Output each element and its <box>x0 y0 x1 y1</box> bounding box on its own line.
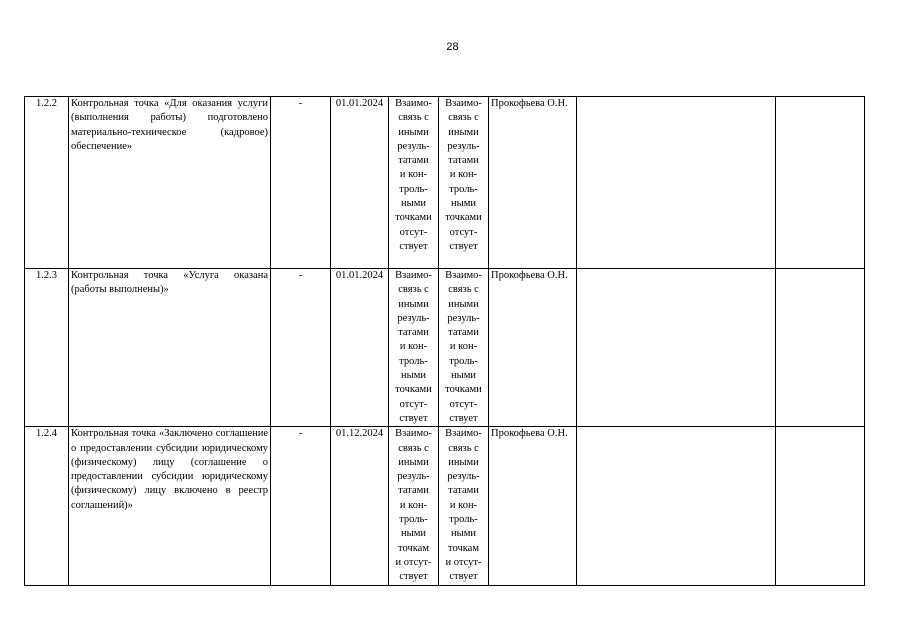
relation-cell-1: Взаимо- связь с иными резуль- татами и кон- троль- ными точками отсут- ствует <box>389 269 439 427</box>
dash-cell: - <box>271 269 331 427</box>
row-number: 1.2.2 <box>25 97 69 269</box>
page-number: 28 <box>446 41 459 53</box>
empty-cell <box>577 427 776 585</box>
empty-cell <box>776 427 865 585</box>
relation-cell-2: Взаимо- связь с иными резуль- татами и кон- троль- ными точками отсут- ствует <box>439 97 489 269</box>
control-point-description: Контрольная точка «Заключено соглашение о предоставлении субсидии юридическому (физическому) лицу (соглашение о предоставлении субсидии юридическому (физическому) лицу включено в реестр соглашений)» <box>69 427 271 585</box>
responsible-person: Прокофьева О.Н. <box>489 97 577 269</box>
table-row <box>25 427 865 585</box>
empty-cell <box>577 269 776 427</box>
control-point-description: Контрольная точка «Для оказания услуги (выполнения работы) подготовлено материально-техническое (кадровое) обеспечение» <box>69 97 271 269</box>
table-row <box>25 269 865 427</box>
row-number: 1.2.4 <box>25 427 69 585</box>
dash-cell: - <box>271 97 331 269</box>
control-point-description: Контрольная точка «Услуга оказана (работы выполнены)» <box>69 269 271 427</box>
responsible-person: Прокофьева О.Н. <box>489 427 577 585</box>
empty-cell <box>776 97 865 269</box>
responsible-person: Прокофьева О.Н. <box>489 269 577 427</box>
empty-cell <box>776 269 865 427</box>
relation-cell-1: Взаимо- связь с иными резуль- татами и кон- троль- ными точками отсут- ствует <box>389 97 439 269</box>
relation-cell-2: Взаимо- связь с иными резуль- татами и кон- троль- ными точкам и отсут- ствует <box>439 427 489 585</box>
table-row <box>25 97 865 269</box>
dash-cell: - <box>271 427 331 585</box>
control-points-table <box>24 96 865 586</box>
date-cell: 01.01.2024 <box>331 269 389 427</box>
relation-cell-2: Взаимо- связь с иными резуль- татами и кон- троль- ными точками отсут- ствует <box>439 269 489 427</box>
relation-cell-1: Взаимо- связь с иными резуль- татами и кон- троль- ными точкам и отсут- ствует <box>389 427 439 585</box>
date-cell: 01.12.2024 <box>331 427 389 585</box>
date-cell: 01.01.2024 <box>331 97 389 269</box>
empty-cell <box>577 97 776 269</box>
row-number: 1.2.3 <box>25 269 69 427</box>
